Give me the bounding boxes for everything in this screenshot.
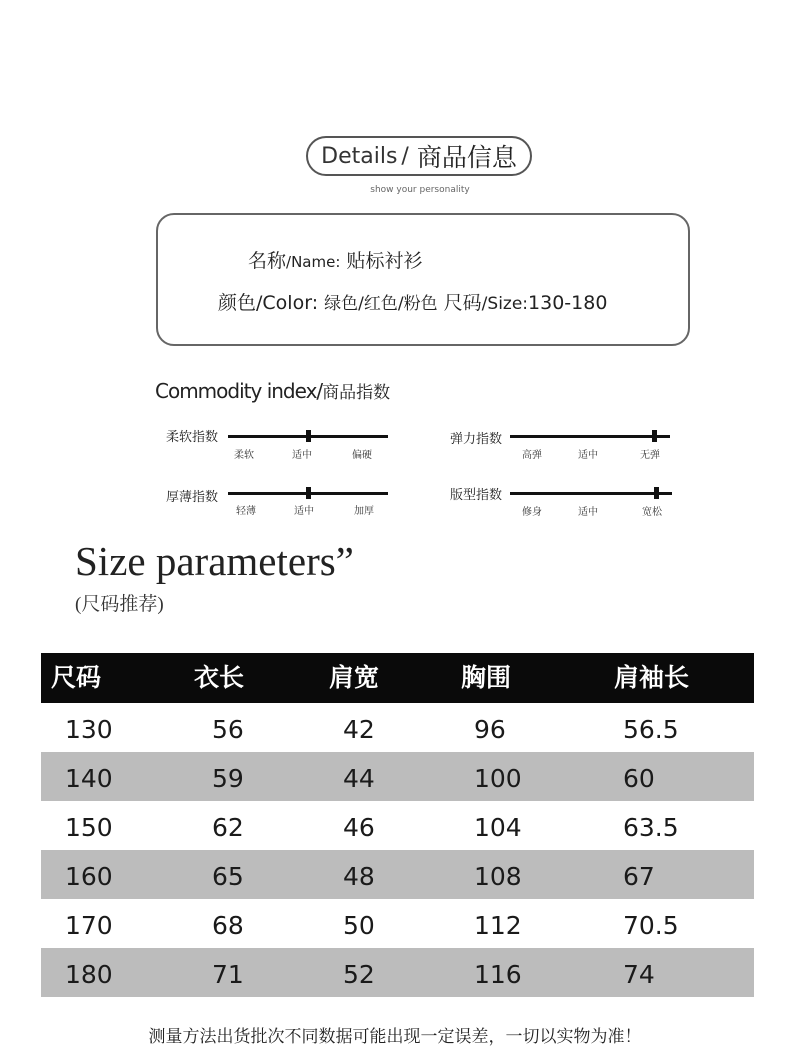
size-label-cn: 尺码 [443, 292, 482, 314]
index-option: 修身 [522, 507, 542, 518]
cell-sleeve: 67 [623, 862, 655, 891]
size-label-en: /Size: [481, 294, 529, 314]
index-marker [306, 487, 311, 499]
header-tagline: show your personality [370, 185, 470, 195]
name-label-en: /Name: [286, 253, 341, 271]
index-option: 加厚 [354, 506, 374, 517]
table-row [41, 752, 754, 801]
size-table-header [41, 653, 754, 703]
header-chest: 胸围 [461, 663, 512, 692]
cell-length: 71 [212, 960, 244, 989]
cell-length: 59 [212, 764, 244, 793]
product-name-line [248, 246, 422, 273]
cell-size: 180 [65, 960, 113, 989]
cell-sleeve: 60 [623, 764, 655, 793]
index-option: 轻薄 [236, 506, 256, 517]
cell-length: 68 [212, 911, 244, 940]
cell-shoulder: 52 [343, 960, 375, 989]
index-option: 宽松 [642, 507, 662, 518]
index-title-cn: 商品指数 [322, 383, 391, 403]
commodity-index-title [155, 378, 390, 403]
cell-sleeve: 70.5 [623, 911, 679, 940]
cell-shoulder: 50 [343, 911, 375, 940]
product-color-size-line [218, 288, 607, 315]
cell-sleeve: 56.5 [623, 715, 679, 744]
table-row [41, 850, 754, 899]
index-option: 适中 [578, 507, 598, 518]
size-parameters-title: Size parameters” [75, 538, 354, 584]
index-option: 适中 [292, 450, 312, 461]
measurement-footnote: 测量方法出货批次不同数据可能出现一定误差，一切以实物为准！ [148, 1027, 642, 1047]
index-track [510, 435, 670, 438]
color-value: 绿色/红色/粉色 [324, 294, 438, 314]
index-label: 弹力指数 [450, 432, 503, 447]
cell-length: 62 [212, 813, 244, 842]
index-option: 无弹 [640, 450, 660, 461]
header-length: 衣长 [194, 663, 245, 692]
cell-chest: 100 [474, 764, 522, 793]
index-option: 高弹 [522, 450, 542, 461]
cell-shoulder: 46 [343, 813, 375, 842]
index-option: 适中 [578, 450, 598, 461]
cell-sleeve: 63.5 [623, 813, 679, 842]
index-marker [306, 430, 311, 442]
size-parameters-subtitle: (尺码推荐) [75, 594, 164, 615]
cell-chest: 112 [474, 911, 522, 940]
index-marker [652, 430, 657, 442]
table-row [41, 703, 754, 752]
cell-size: 160 [65, 862, 113, 891]
header-size: 尺码 [51, 663, 102, 692]
table-row [41, 899, 754, 948]
cell-shoulder: 48 [343, 862, 375, 891]
cell-length: 56 [212, 715, 244, 744]
index-title-en: Commodity index/ [155, 379, 323, 403]
details-header-slash: / [401, 143, 409, 169]
name-label-cn: 名称 [248, 250, 287, 272]
table-row [41, 948, 754, 997]
cell-length: 65 [212, 862, 244, 891]
index-option: 偏硬 [352, 450, 372, 461]
index-option: 柔软 [234, 450, 254, 461]
index-label: 厚薄指数 [166, 490, 219, 505]
cell-sleeve: 74 [623, 960, 655, 989]
table-row [41, 801, 754, 850]
cell-chest: 108 [474, 862, 522, 891]
cell-chest: 104 [474, 813, 522, 842]
color-label-en: /Color: [256, 292, 319, 314]
index-marker [654, 487, 659, 499]
color-label-cn: 颜色 [218, 292, 257, 314]
cell-chest: 96 [474, 715, 506, 744]
cell-size: 150 [65, 813, 113, 842]
cell-shoulder: 44 [343, 764, 375, 793]
header-sleeve: 肩袖长 [614, 663, 690, 692]
cell-size: 170 [65, 911, 113, 940]
index-label: 柔软指数 [166, 430, 219, 445]
index-option: 适中 [294, 506, 314, 517]
cell-shoulder: 42 [343, 715, 375, 744]
cell-size: 140 [65, 764, 113, 793]
cell-size: 130 [65, 715, 113, 744]
index-label: 版型指数 [450, 488, 503, 503]
details-header-pill [306, 136, 532, 176]
cell-chest: 116 [474, 960, 522, 989]
product-info-box [156, 213, 690, 346]
size-value: 130-180 [528, 292, 608, 314]
name-value: 贴标衬衫 [346, 250, 423, 272]
details-header-en: Details [321, 143, 398, 169]
details-header-cn: 商品信息 [416, 143, 517, 172]
header-shoulder: 肩宽 [329, 663, 380, 692]
index-track [510, 492, 672, 495]
